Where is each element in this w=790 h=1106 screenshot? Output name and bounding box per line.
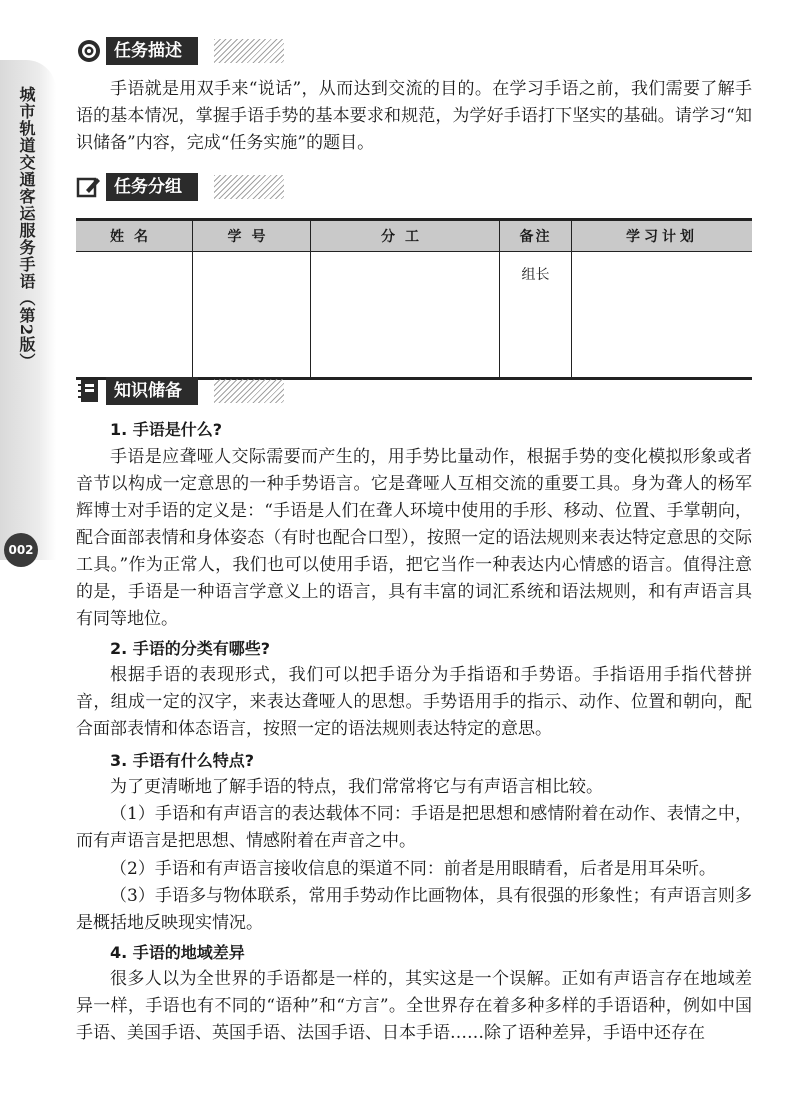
table-header: 学号 — [193, 220, 311, 252]
paragraph: （1）手语和有声语言的表达载体不同：手语是把思想和感情附着在动作、表情之中，而有声语言是把思想、情感附着在声音之中。 — [76, 804, 752, 851]
heading-hatch — [214, 379, 284, 403]
section-title: 任务分组 — [106, 173, 198, 201]
group-table — [76, 218, 752, 380]
gear-icon — [76, 38, 102, 64]
table-header: 姓名 — [76, 220, 193, 252]
table-header: 分工 — [311, 220, 500, 252]
section-task-group-heading — [76, 170, 284, 204]
paragraph: 很多人以为全世界的手语都是一样的，其实这是一个误解。正如有声语言存在地域差异一样，手语也有不同的“语种”和“方言”。全世界存在着多种多样的手语语种，例如中国手语、美国手语、英国手语、法国手语、日本手语……除了语种差异，手语中还存在 — [76, 969, 752, 1043]
heading-hatch — [214, 39, 284, 63]
paragraph: （3）手语多与物体联系，常用手势动作比画物体，具有很强的形象性；有声语言则多是概括地反映现实情况。 — [76, 886, 752, 933]
table-header: 备注 — [500, 220, 572, 252]
question-title: 3. 手语有什么特点? — [110, 751, 255, 770]
book-title: 城市轨道交通客运服务手语（第2版） — [17, 86, 36, 371]
question-title: 4. 手语的地域差异 — [110, 943, 245, 962]
question-title: 1. 手语是什么? — [110, 420, 223, 439]
table-cell — [572, 252, 753, 379]
pencil-icon — [76, 174, 102, 200]
table-row — [76, 252, 752, 379]
table-cell — [193, 252, 311, 379]
question-title: 2. 手语的分类有哪些? — [110, 639, 271, 658]
section-knowledge-heading — [76, 374, 284, 408]
section-title: 任务描述 — [106, 37, 198, 65]
paragraph: 为了更清晰地了解手语的特点，我们常常将它与有声语言相比较。 — [110, 777, 603, 797]
task-desc-text: 手语就是用双手来“说话”，从而达到交流的目的。在学习手语之前，我们需要了解手语的基本情况，掌握手语手势的基本要求和规范，为学好手语打下坚实的基础。请学习“知识储备”内容，完成“任务实施”的题目。 — [76, 79, 752, 153]
table-cell: 组长 — [500, 252, 572, 379]
paragraph: 根据手语的表现形式，我们可以把手语分为手指语和手势语。手指语用手指代替拼音，组成一定的汉字，来表达聋哑人的思想。手势语用手的指示、动作、位置和朝向，配合面部表情和体态语言，按照一定的语法规则表达特定的意思。 — [76, 665, 752, 739]
notebook-icon — [76, 378, 102, 404]
heading-hatch — [214, 175, 284, 199]
paragraph: （2）手语和有声语言接收信息的渠道不同：前者是用眼睛看，后者是用耳朵听。 — [110, 859, 716, 879]
section-title: 知识储备 — [106, 377, 198, 405]
table-cell — [311, 252, 500, 379]
table-header: 学习计划 — [572, 220, 753, 252]
section-task-desc-heading — [76, 34, 284, 68]
table-cell — [76, 252, 193, 379]
paragraph: 手语是应聋哑人交际需要而产生的，用手势比量动作，根据手势的变化模拟形象或者音节以构成一定意思的一种手势语言。它是聋哑人互相交流的重要工具。身为聋人的杨军辉博士对手语的定义是：“手语是人们在聋人环境中使用的手形、移动、位置、手掌朝向，配合面部表情和身体姿态（有时也配合口型），按照一定的语法规则来表达特定意思的交际工具。”作为正常人，我们也可以使用手语，把它当作一种表达内心情感的语言。值得注意的是，手语是一种语言学意义上的语言，具有丰富的词汇系统和语法规则，和有声语言具有同等地位。 — [76, 447, 752, 629]
page-number: 002 — [4, 533, 38, 567]
